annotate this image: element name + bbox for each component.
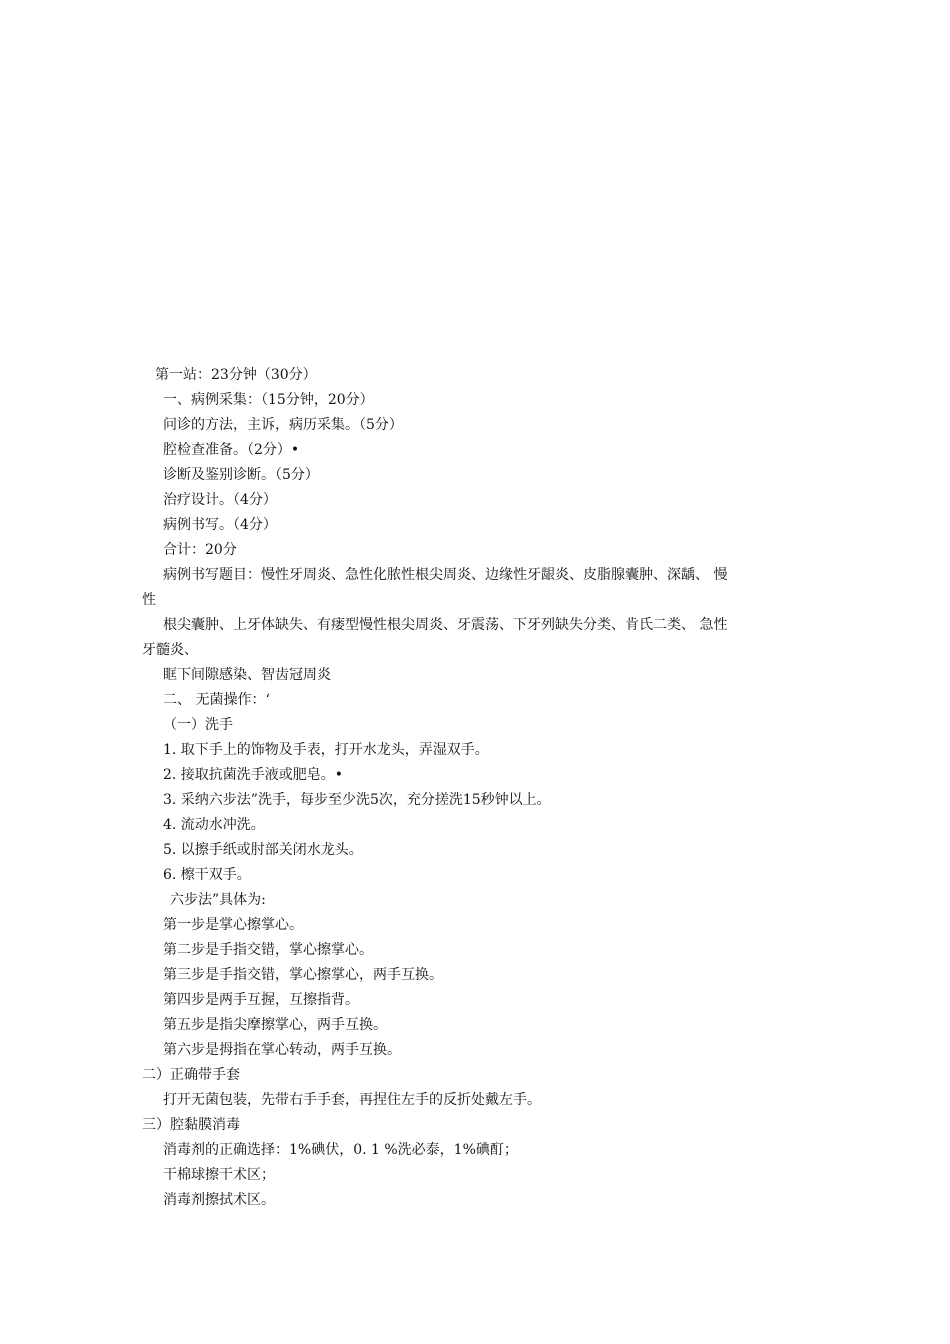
text-line: 第一步是掌心擦掌心。 bbox=[163, 917, 303, 933]
text-line: 根尖囊肿、上牙体缺失、有瘘型慢性根尖周炎、牙震荡、下牙列缺失分类、肯氏二类、 急性 bbox=[163, 617, 728, 633]
text-line: 腔检查准备。（2分）• bbox=[163, 442, 300, 458]
text-line: 病例书写题目：慢性牙周炎、急性化脓性根尖周炎、边缘性牙龈炎、皮脂腺囊肿、深龋、 慢 bbox=[163, 567, 728, 583]
text-line: 问诊的方法，主诉，病历采集。（5分） bbox=[163, 417, 403, 433]
text-line: 合计：20分 bbox=[163, 542, 237, 558]
text-line: 第六步是拇指在掌心转动，两手互换。 bbox=[163, 1042, 401, 1058]
list-item: 2. 接取抗菌洗手液或肥皂。• bbox=[163, 767, 344, 783]
text-line: 治疗设计。（4分） bbox=[163, 492, 277, 508]
subsection-heading: 二）正确带手套 bbox=[142, 1067, 240, 1083]
text-line: 打开无菌包装，先带右手手套，再捏住左手的反折处戴左手。 bbox=[163, 1092, 541, 1108]
text-line: 第四步是两手互握，互擦指背。 bbox=[163, 992, 359, 1008]
list-item: 5. 以擦手纸或肘部关闭水龙头。 bbox=[163, 842, 363, 858]
list-item: 3. 采纳六步法”洗手，每步至少洗5次，充分搓洗15秒钟以上。 bbox=[163, 792, 551, 808]
section-heading: 二、 无菌操作：‘ bbox=[163, 692, 270, 708]
station-heading: 第一站：23分钟（30分） bbox=[155, 367, 317, 383]
text-line: 消毒剂擦拭术区。 bbox=[163, 1192, 275, 1208]
text-line: 六步法”具体为: bbox=[170, 892, 266, 908]
list-item: 6. 檫干双手。 bbox=[163, 867, 251, 883]
text-line: 牙髓炎、 bbox=[142, 642, 198, 658]
text-line: 病例书写。（4分） bbox=[163, 517, 277, 533]
text-line: 第二步是手指交错，掌心擦掌心。 bbox=[163, 942, 373, 958]
section-heading: 一、病例采集：（15分钟，20分） bbox=[163, 392, 374, 408]
subsection-heading: （一）洗手 bbox=[163, 717, 233, 733]
text-line: 性 bbox=[142, 592, 156, 608]
list-item: 4. 流动水冲洗。 bbox=[163, 817, 265, 833]
text-line: 诊断及鉴别诊断。（5分） bbox=[163, 467, 319, 483]
subsection-heading: 三）腔黏膜消毒 bbox=[142, 1117, 240, 1133]
text-line: 消毒剂的正确选择：1%碘伏，0. 1 %洗必泰，1%碘酊； bbox=[163, 1142, 518, 1158]
text-line: 眶下间隙感染、智齿冠周炎 bbox=[163, 667, 331, 683]
text-line: 第三步是手指交错，掌心擦掌心，两手互换。 bbox=[163, 967, 443, 983]
text-line: 第五步是指尖摩擦掌心，两手互换。 bbox=[163, 1017, 387, 1033]
text-line: 干棉球擦干术区； bbox=[163, 1167, 275, 1183]
list-item: 1. 取下手上的饰物及手表，打开水龙头，弄湿双手。 bbox=[163, 742, 489, 758]
